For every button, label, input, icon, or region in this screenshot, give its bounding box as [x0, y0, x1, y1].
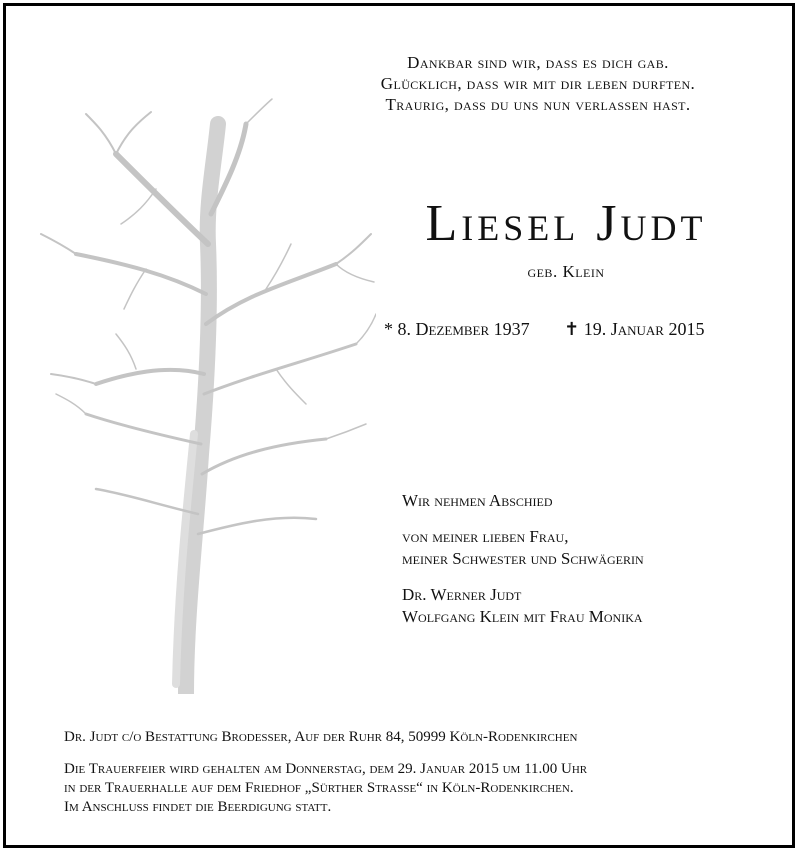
mourners-block	[402, 490, 644, 628]
ceremony-line-3: Im Anschluss findet die Beerdigung statt.	[64, 799, 332, 815]
mourner-name-2: Wolfgang Klein mit Frau Monika	[402, 607, 643, 626]
mourner-name-1: Dr. Werner Judt	[402, 585, 522, 604]
footer-info	[64, 728, 764, 817]
relation-line-1: von meiner lieben Frau,	[402, 527, 569, 546]
bare-tree-icon	[36, 94, 376, 694]
ceremony-line-2: in der Trauerhalle auf dem Friedhof „Sürther Strasse“ in Köln-Rodenkirchen.	[64, 780, 574, 796]
deceased-name: Liesel Judt	[425, 195, 707, 252]
quote-line-1: Dankbar sind wir, dass es dich gab.	[407, 53, 669, 72]
birth-name: geb. Klein	[527, 262, 605, 281]
contact-address: Dr. Judt c/o Bestattung Brodesser, Auf der Ruhr 84, 50999 Köln-Rodenkirchen	[64, 729, 578, 745]
memorial-quote	[328, 52, 748, 115]
quote-line-3: Traurig, dass du uns nun verlassen hast.	[385, 95, 691, 114]
quote-line-2: Glücklich, dass wir mit dir leben durften.	[380, 74, 696, 93]
farewell-intro: Wir nehmen Abschied	[402, 491, 553, 510]
ceremony-line-1: Die Trauerfeier wird gehalten am Donnerstag, dem 29. Januar 2015 um 11.00 Uhr	[64, 761, 588, 777]
death-date: ✝ 19. Januar 2015	[564, 319, 705, 339]
relation-line-2: meiner Schwester und Schwägerin	[402, 549, 644, 568]
obituary-frame	[3, 3, 795, 848]
birth-date: * 8. Dezember 1937	[384, 319, 530, 339]
life-dates	[384, 319, 744, 340]
